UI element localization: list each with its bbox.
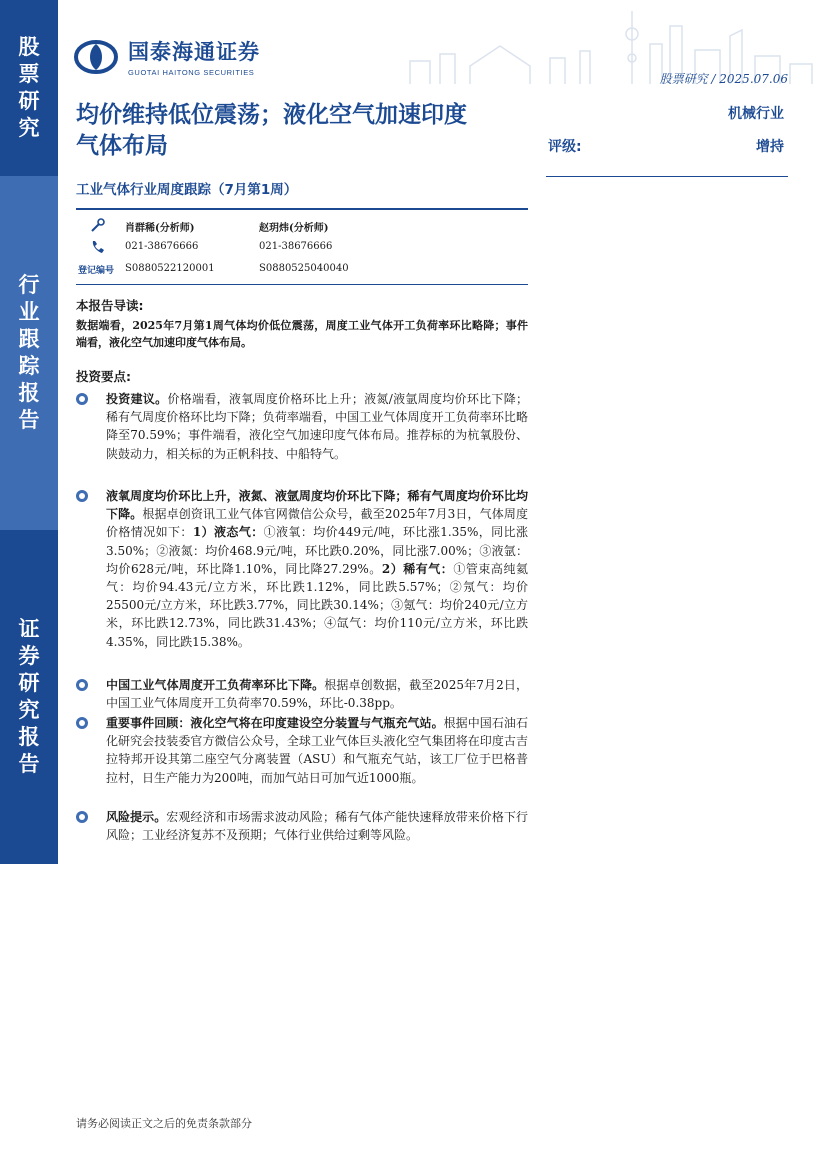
point-item	[76, 676, 528, 712]
report-subtitle: 工业气体行业周度跟踪（7月第1周）	[76, 182, 298, 198]
point-item	[76, 808, 528, 844]
divider	[76, 208, 528, 210]
industry-label: 机械行业	[728, 106, 784, 122]
point-lead: 风险提示。	[106, 810, 167, 824]
analyst-name: 赵玥炜(分析师)	[259, 223, 329, 234]
side-char: 报	[18, 725, 40, 749]
side-label-industry-tracking	[0, 176, 58, 530]
point-body: ①管束高纯氦气：均价94.43元/立方米，环比跌1.12%，同比跌5.57%；②氖气：均价25500元/立方米，环比跌3.77%，同比跌30.14%；③氪气：均价240元/立方米，环比跌12.73%，同比跌31.43%；④氙气：均价110元/立方米，环比跌4.35%，同比跌15.38%。	[106, 561, 528, 649]
point-lead: 液氧周度均价环比上升，液氮、液氩周度均价环比下降；稀有气周度均价环比均下降。	[106, 489, 528, 522]
analyst-phone: 021-38676666	[125, 241, 199, 252]
side-char: 股	[18, 35, 40, 59]
side-band	[0, 0, 58, 1169]
bullet-icon	[76, 679, 88, 691]
analyst-reg-number: S0880525040040	[259, 263, 349, 274]
analyst-reg-row	[76, 261, 528, 279]
logo-mark-icon	[74, 40, 118, 74]
company-logo	[74, 36, 260, 77]
analyst-phone-row	[76, 239, 528, 257]
point-lead: 投资建议。	[106, 392, 168, 406]
logo-text-cn: 国泰海通证券	[128, 40, 260, 64]
logo-text-en: GUOTAI HAITONG SECURITIES	[128, 68, 255, 77]
side-char: 业	[18, 300, 40, 324]
side-char: 券	[18, 644, 40, 668]
user-icon	[90, 217, 106, 233]
point-body: 根据卓创资讯工业气体官网微信公众号，截至2025年7月3日，气体周度价格情况如下：	[106, 507, 528, 540]
side-char: 究	[18, 116, 40, 140]
point-item	[76, 390, 528, 463]
divider	[546, 176, 788, 177]
point-body: 宏观经济和市场需求波动风险；稀有气体产能快速释放带来价格下行风险；工业经济复苏不及预期；气体行业供给过剩等风险。	[106, 810, 528, 843]
points-heading: 投资要点:	[76, 369, 131, 384]
side-char: 票	[18, 62, 40, 86]
point-lead: 重要事件回顾：液化空气将在印度建设空分装置与气瓶充气站。	[106, 716, 444, 730]
analyst-name-row	[76, 217, 528, 235]
point-body: ①液氧：均价449元/吨，环比涨1.35%，同比涨3.50%；②液氮：均价468.9元/吨，环比跌0.20%，同比涨7.00%；③液氩：均价628元/吨，环比降1.10%，同比降27.29%。	[106, 525, 528, 576]
phone-icon	[90, 239, 106, 255]
side-char: 究	[18, 698, 40, 722]
report-type-date: 股票研究 / 2025.07.06	[659, 72, 788, 86]
bullet-icon	[76, 490, 88, 502]
bullet-icon	[76, 393, 88, 405]
bullet-icon	[76, 811, 88, 823]
point-body: 根据中国石油石化研究会技装委官方微信公众号，全球工业气体巨头液化空气集团将在印度古吉拉特邦开设其第二座空气分离装置（ASU）和气瓶充气站，该工厂位于巴格普拉村，日生产能力为200吨，而加气站日可加气近1000瓶。	[106, 716, 528, 785]
point-body: 根据卓创数据，截至2025年7月2日，中国工业气体周度开工负荷率70.59%，环比-0.38pp。	[106, 678, 528, 711]
point-body: 价格端看，液氧周度价格环比上升；液氮/液氩周度均价环比下降；稀有气周度价格环比均下降；负荷率端看，中国工业气体周度开工负荷率环比略降至70.59%；事件端看，液化空气加速印度气体布局。推荐标的为杭氧股份、陕鼓动力，相关标的为正帆科技、中船特气。	[106, 392, 528, 461]
analyst-name: 肖群稀(分析师)	[125, 223, 195, 234]
report-title	[76, 100, 516, 162]
side-char: 报	[18, 381, 40, 405]
side-char: 跟	[18, 327, 40, 351]
side-label-stock-research	[0, 0, 58, 176]
report-title-line1: 均价维持低位震荡；液化空气加速印度	[76, 102, 467, 128]
side-char: 证	[18, 617, 40, 641]
guide-heading: 本报告导读:	[76, 298, 144, 313]
report-title-line2: 气体布局	[76, 133, 168, 159]
reg-label: 登记编号	[78, 266, 115, 276]
analyst-reg-number: S0880522120001	[125, 263, 215, 274]
point-lead: 2）稀有气：	[381, 561, 454, 576]
bullet-icon	[76, 717, 88, 729]
side-label-securities-report	[0, 530, 58, 864]
side-char: 研	[18, 89, 40, 113]
side-char: 告	[18, 408, 40, 432]
side-char: 踪	[18, 354, 40, 378]
disclaimer-footer: 请务必阅读正文之后的免责条款部分	[76, 1117, 252, 1130]
point-item	[76, 487, 528, 651]
side-char: 研	[18, 671, 40, 695]
analyst-block	[76, 214, 528, 280]
point-item	[76, 714, 528, 787]
analyst-phone: 021-38676666	[259, 241, 333, 252]
rating-value: 增持	[756, 139, 784, 155]
point-lead: 中国工业气体周度开工负荷率环比下降。	[106, 678, 325, 692]
divider	[76, 284, 528, 285]
guide-text: 数据端看，2025年7月第1周气体均价低位震荡，周度工业气体开工负荷率环比略降；事件端看，液化空气加速印度气体布局。	[76, 319, 528, 349]
rating-label: 评级:	[548, 139, 582, 155]
side-char: 行	[18, 273, 40, 297]
side-char: 告	[18, 752, 40, 776]
point-lead: 1）液态气：	[192, 525, 264, 540]
